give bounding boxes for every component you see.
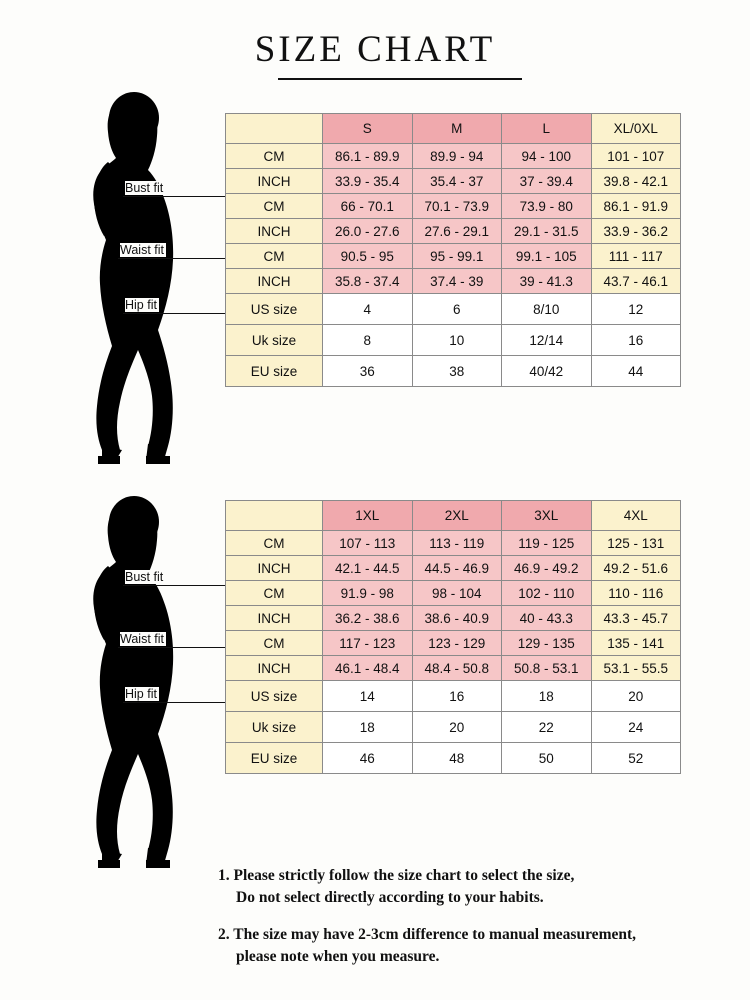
cell-value: 39 - 41.3 xyxy=(502,269,592,294)
table-row xyxy=(226,269,681,294)
cell-value: 40 - 43.3 xyxy=(502,606,592,631)
row-label: INCH xyxy=(226,269,323,294)
cell-value: 27.6 - 29.1 xyxy=(412,219,502,244)
size-table-standard xyxy=(225,113,681,387)
hip-fit-label: Hip fit xyxy=(125,298,157,312)
cell-value: 18 xyxy=(502,681,592,712)
waist-fit-label: Waist fit xyxy=(120,243,164,257)
cell-value: 37 - 39.4 xyxy=(502,169,592,194)
cell-value: 99.1 - 105 xyxy=(502,244,592,269)
table-row xyxy=(226,219,681,244)
table-row xyxy=(226,681,681,712)
notes-section xyxy=(218,865,738,983)
row-label: CM xyxy=(226,631,323,656)
row-label: Uk size xyxy=(226,325,323,356)
cell-value: 18 xyxy=(323,712,413,743)
table-row xyxy=(226,556,681,581)
cell-value: 48.4 - 50.8 xyxy=(412,656,502,681)
row-label: INCH xyxy=(226,656,323,681)
cell-value: 10 xyxy=(412,325,502,356)
woman-silhouette-icon xyxy=(72,88,222,468)
cell-value: 50.8 - 53.1 xyxy=(502,656,592,681)
waist-fit-leader-line xyxy=(118,647,228,648)
table-row xyxy=(226,743,681,774)
row-label: CM xyxy=(226,144,323,169)
cell-value: 101 - 107 xyxy=(591,144,681,169)
header-cell-4xl: 4XL xyxy=(591,501,681,531)
cell-value: 46.9 - 49.2 xyxy=(502,556,592,581)
cell-value: 43.7 - 46.1 xyxy=(591,269,681,294)
cell-value: 49.2 - 51.6 xyxy=(591,556,681,581)
note-line-1: The size may have 2-3cm difference to manual measurement, xyxy=(233,925,637,943)
woman-silhouette-icon xyxy=(72,482,222,882)
header-cell-blank xyxy=(226,114,323,144)
cell-value: 33.9 - 35.4 xyxy=(323,169,413,194)
row-label: INCH xyxy=(226,169,323,194)
cell-value: 119 - 125 xyxy=(502,531,592,556)
cell-value: 20 xyxy=(412,712,502,743)
cell-value: 38.6 - 40.9 xyxy=(412,606,502,631)
page-title: SIZE CHART xyxy=(254,29,496,70)
cell-value: 91.9 - 98 xyxy=(323,581,413,606)
cell-value: 8 xyxy=(323,325,413,356)
cell-value: 36.2 - 38.6 xyxy=(323,606,413,631)
header-cell-1xl: 1XL xyxy=(323,501,413,531)
cell-value: 117 - 123 xyxy=(323,631,413,656)
silhouette-figure-top xyxy=(72,88,222,468)
cell-value: 35.8 - 37.4 xyxy=(323,269,413,294)
cell-value: 44 xyxy=(591,356,681,387)
table-row xyxy=(226,581,681,606)
row-label: US size xyxy=(226,294,323,325)
row-label: EU size xyxy=(226,743,323,774)
cell-value: 29.1 - 31.5 xyxy=(502,219,592,244)
note-number: 1. xyxy=(218,867,230,884)
table-row xyxy=(226,144,681,169)
table-row xyxy=(226,531,681,556)
row-label: CM xyxy=(226,194,323,219)
bust-fit-leader-line xyxy=(123,585,228,586)
cell-value: 48 xyxy=(412,743,502,774)
table-row xyxy=(226,606,681,631)
size-table-plus xyxy=(225,500,681,774)
cell-value: 90.5 - 95 xyxy=(323,244,413,269)
cell-value: 107 - 113 xyxy=(323,531,413,556)
header-cell-2xl: 2XL xyxy=(412,501,502,531)
cell-value: 36 xyxy=(323,356,413,387)
note-number: 2. xyxy=(218,925,230,943)
table-row xyxy=(226,356,681,387)
cell-value: 102 - 110 xyxy=(502,581,592,606)
row-label: INCH xyxy=(226,606,323,631)
cell-value: 86.1 - 91.9 xyxy=(591,194,681,219)
header-cell-3xl: 3XL xyxy=(502,501,592,531)
cell-value: 113 - 119 xyxy=(412,531,502,556)
header-cell-xl: XL/0XL xyxy=(591,114,681,144)
note-line-2: please note when you measure. xyxy=(236,948,440,966)
bust-fit-label: Bust fit xyxy=(125,181,164,195)
cell-value: 39.8 - 42.1 xyxy=(591,169,681,194)
row-label: CM xyxy=(226,581,323,606)
table-header-row xyxy=(226,501,681,531)
row-label: Uk size xyxy=(226,712,323,743)
cell-value: 37.4 - 39 xyxy=(412,269,502,294)
table-row xyxy=(226,194,681,219)
cell-value: 20 xyxy=(591,681,681,712)
header-cell-s: S xyxy=(323,114,413,144)
hip-fit-label: Hip fit xyxy=(125,687,157,701)
table-row xyxy=(226,325,681,356)
waist-fit-label: Waist fit xyxy=(120,632,164,646)
cell-value: 44.5 - 46.9 xyxy=(412,556,502,581)
cell-value: 26.0 - 27.6 xyxy=(323,219,413,244)
header-cell-m: M xyxy=(412,114,502,144)
note-line-2: Do not select directly according to your habits. xyxy=(236,889,544,907)
note-line-1: Please strictly follow the size chart to select the size, xyxy=(233,867,575,884)
hip-fit-leader-line xyxy=(123,702,228,703)
header-cell-blank xyxy=(226,501,323,531)
cell-value: 52 xyxy=(591,743,681,774)
table-row xyxy=(226,712,681,743)
header-cell-l: L xyxy=(502,114,592,144)
note-item xyxy=(218,924,738,969)
table-row xyxy=(226,169,681,194)
cell-value: 4 xyxy=(323,294,413,325)
silhouette-figure-bottom xyxy=(72,482,222,862)
cell-value: 135 - 141 xyxy=(591,631,681,656)
bust-fit-leader-line xyxy=(123,196,228,197)
cell-value: 43.3 - 45.7 xyxy=(591,606,681,631)
cell-value: 46 xyxy=(323,743,413,774)
cell-value: 94 - 100 xyxy=(502,144,592,169)
waist-fit-leader-line xyxy=(118,258,228,259)
cell-value: 14 xyxy=(323,681,413,712)
cell-value: 16 xyxy=(412,681,502,712)
cell-value: 12/14 xyxy=(502,325,592,356)
cell-value: 50 xyxy=(502,743,592,774)
cell-value: 16 xyxy=(591,325,681,356)
row-label: INCH xyxy=(226,556,323,581)
cell-value: 53.1 - 55.5 xyxy=(591,656,681,681)
table-header-row xyxy=(226,114,681,144)
cell-value: 35.4 - 37 xyxy=(412,169,502,194)
cell-value: 24 xyxy=(591,712,681,743)
note-item xyxy=(218,865,738,910)
cell-value: 8/10 xyxy=(502,294,592,325)
cell-value: 22 xyxy=(502,712,592,743)
cell-value: 6 xyxy=(412,294,502,325)
cell-value: 98 - 104 xyxy=(412,581,502,606)
bust-fit-label: Bust fit xyxy=(125,570,164,584)
cell-value: 86.1 - 89.9 xyxy=(323,144,413,169)
table-row xyxy=(226,656,681,681)
cell-value: 42.1 - 44.5 xyxy=(323,556,413,581)
cell-value: 38 xyxy=(412,356,502,387)
row-label: US size xyxy=(226,681,323,712)
table-row xyxy=(226,631,681,656)
cell-value: 111 - 117 xyxy=(591,244,681,269)
cell-value: 129 - 135 xyxy=(502,631,592,656)
cell-value: 89.9 - 94 xyxy=(412,144,502,169)
cell-value: 12 xyxy=(591,294,681,325)
cell-value: 110 - 116 xyxy=(591,581,681,606)
cell-value: 66 - 70.1 xyxy=(323,194,413,219)
row-label: INCH xyxy=(226,219,323,244)
cell-value: 40/42 xyxy=(502,356,592,387)
cell-value: 46.1 - 48.4 xyxy=(323,656,413,681)
cell-value: 70.1 - 73.9 xyxy=(412,194,502,219)
cell-value: 33.9 - 36.2 xyxy=(591,219,681,244)
table-row xyxy=(226,244,681,269)
cell-value: 125 - 131 xyxy=(591,531,681,556)
cell-value: 123 - 129 xyxy=(412,631,502,656)
title-underline xyxy=(278,78,522,80)
cell-value: 73.9 - 80 xyxy=(502,194,592,219)
hip-fit-leader-line xyxy=(123,313,228,314)
row-label: EU size xyxy=(226,356,323,387)
row-label: CM xyxy=(226,531,323,556)
table-row xyxy=(226,294,681,325)
cell-value: 95 - 99.1 xyxy=(412,244,502,269)
row-label: CM xyxy=(226,244,323,269)
